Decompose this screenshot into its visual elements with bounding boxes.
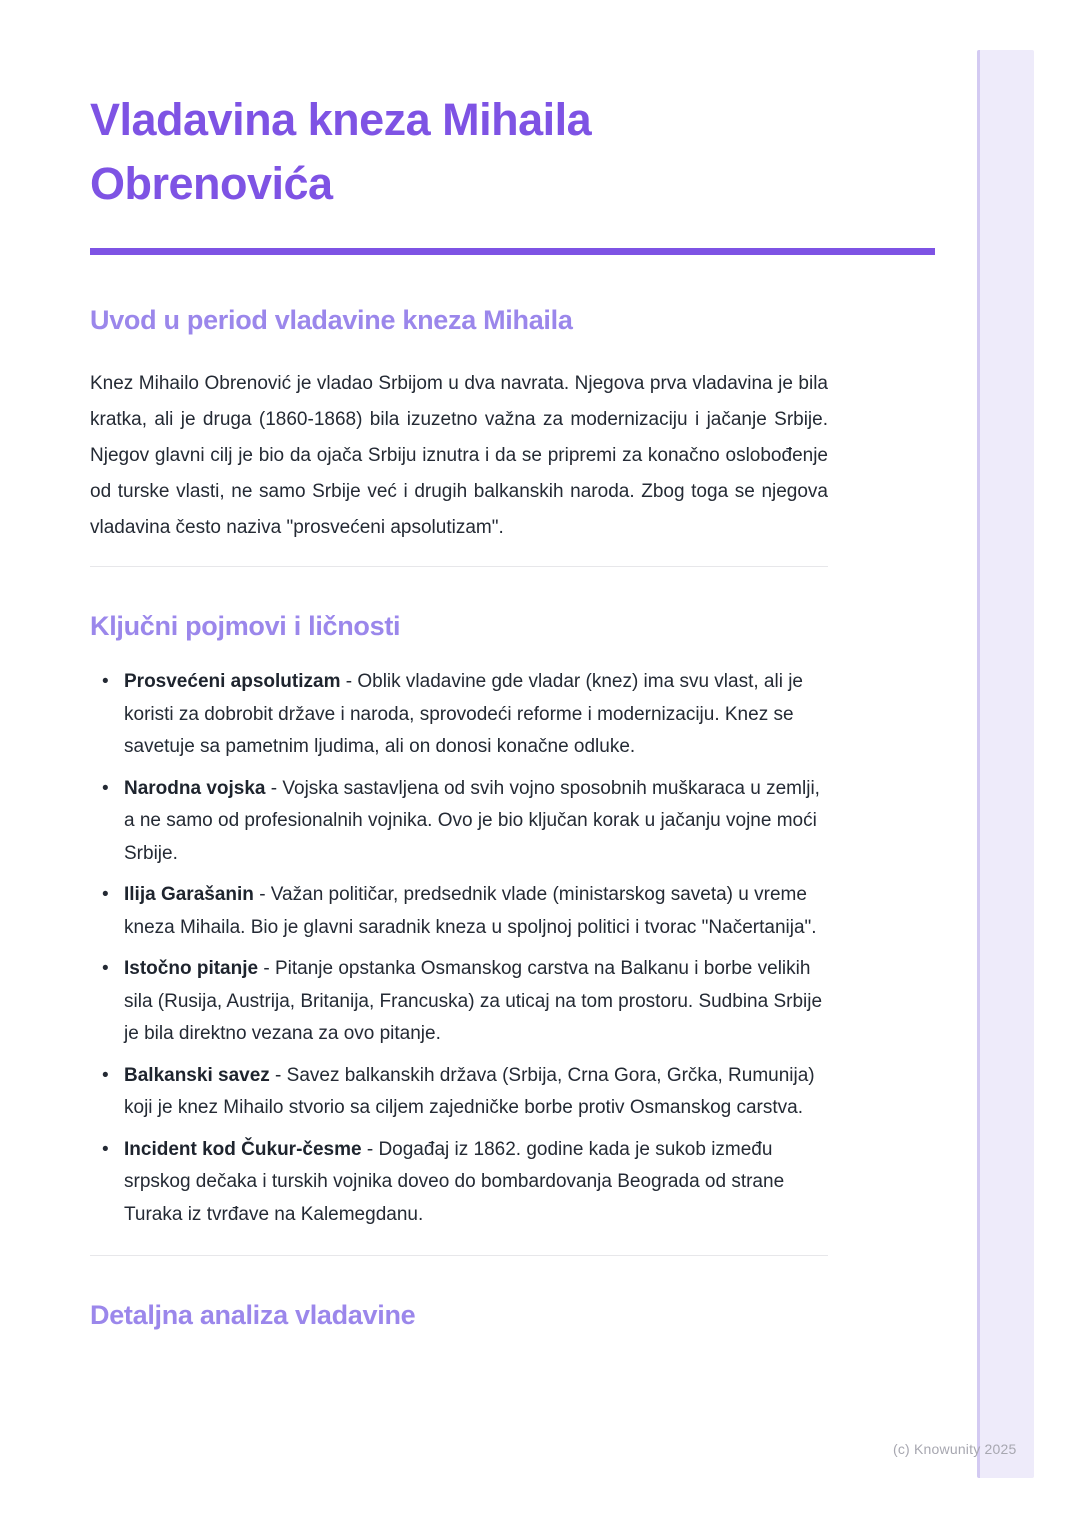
term-label: Narodna vojska bbox=[124, 777, 266, 799]
term-label: Istočno pitanje bbox=[124, 958, 259, 979]
term-definition: - Vojska sastavljena od svih vojno sposobnih muškaraca u zemlji, a ne samo od profesionalnih vojnika. Ovo je bio ključan korak u jačanju vojne moći Srbije. bbox=[124, 777, 820, 864]
term-label: Prosvećeni apsolutizam bbox=[124, 671, 341, 692]
list-item bbox=[90, 666, 828, 764]
copyright-watermark: (c) Knowunity 2025 bbox=[893, 1441, 1017, 1457]
intro-paragraph: Knez Mihailo Obrenović je vladao Srbijom u dva navrata. Njegova prva vladavina je bila kratka, ali je druga (1860-1868) bila izuzetno važna za modernizaciju i jačanje Srbije. Njegov glavni cilj je bio da ojača Srbiju iznutra i da se pripremi za konačno oslobođenje od turske vlasti, ne samo Srbije već i drugih balkanskih naroda. Zbog toga se njegova vladavina često naziva "prosvećeni apsolutizam". bbox=[90, 373, 828, 538]
document-content bbox=[90, 88, 935, 1333]
term-label: Incident kod Čukur-česme bbox=[124, 1138, 362, 1160]
list-item bbox=[90, 953, 828, 1051]
term-definition: - Savez balkanskih država (Srbija, Crna Gora, Grčka, Rumunija) koji je knez Mihailo stvorio sa ciljem zajedničke borbe protiv Osmanskog carstva. bbox=[124, 1064, 815, 1118]
page-title: Vladavina kneza Mihaila Obrenovića bbox=[90, 94, 592, 209]
section-divider bbox=[90, 1255, 828, 1256]
list-item bbox=[90, 1060, 828, 1125]
term-label: Ilija Garašanin bbox=[124, 884, 254, 905]
term-definition: - Događaj iz 1862. godine kada je sukob između srpskog dečaka i turskih vojnika doveo do bombardovanja Beograda od strane Turaka iz tvrđave na Kalemegdanu. bbox=[124, 1138, 785, 1225]
title-underline-rule bbox=[90, 248, 935, 255]
section-heading-intro: Uvod u period vladavine kneza Mihaila bbox=[90, 305, 573, 335]
section-heading-key-terms: Ključni pojmovi i ličnosti bbox=[90, 611, 401, 641]
term-definition: - Oblik vladavine gde vladar (knez) ima svu vlast, ali je koristi za dobrobit države i naroda, sprovodeći reforme i modernizaciju. Knez se savetuje sa pametnim ljudima, ali on donosi konačne odluke. bbox=[124, 671, 803, 757]
list-item bbox=[90, 879, 828, 944]
list-item bbox=[90, 773, 828, 871]
term-label: Balkanski savez bbox=[124, 1064, 270, 1086]
term-definition: - Važan političar, predsednik vlade (ministarskog saveta) u vreme kneza Mihaila. Bio je glavni saradnik kneza u spoljnoj politici i tvorac "Načertanija". bbox=[124, 884, 817, 938]
key-terms-list bbox=[90, 666, 828, 1231]
list-item bbox=[90, 1134, 828, 1232]
section-divider bbox=[90, 566, 828, 567]
term-definition: - Pitanje opstanka Osmanskog carstva na Balkanu i borbe velikih sila (Rusija, Austrija, Britanija, Francuska) za uticaj na tom prostoru. Sudbina Srbije je bila direktno vezana za ovo pitanje. bbox=[124, 958, 823, 1044]
section-heading-analysis: Detaljna analiza vladavine bbox=[90, 1300, 416, 1330]
next-page-edge-strip bbox=[977, 50, 1034, 1478]
